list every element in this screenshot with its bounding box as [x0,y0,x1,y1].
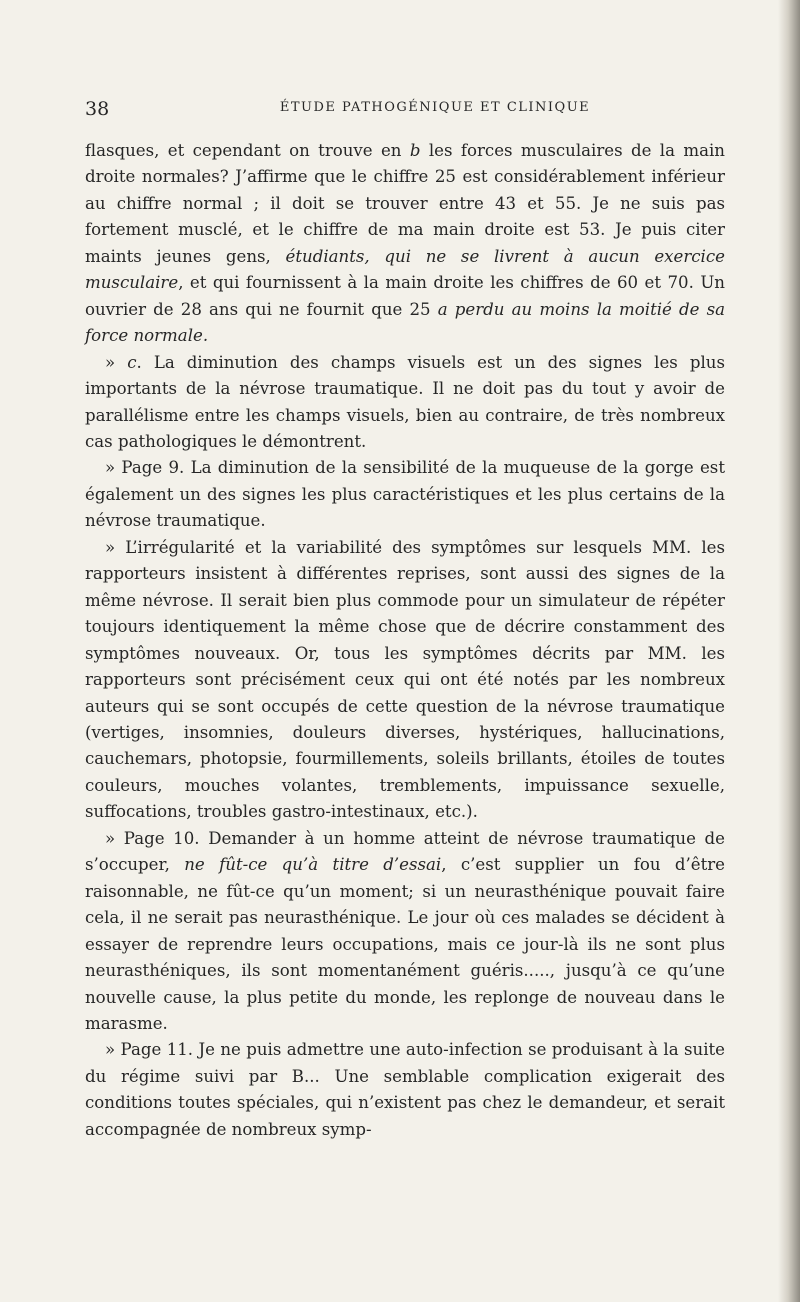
paragraph [85,350,725,456]
text-segment: » Page 10. Demander à un homme atteint de névrose traumatique de s’occuper, [85,828,725,875]
page-number: 38 [85,98,110,120]
paragraph [85,826,725,1038]
text-segment: » [105,352,128,372]
text-segment: » Page 9. La diminution de la sensibilité de la muqueuse de la gorge est également un des signes les plus caractéristiques et les plus certains de la névrose traumatique. [85,458,725,531]
text-segment: , et qui fournissent à la main droite les chiffres de 60 et 70. Un ouvrier de 28 ans qui ne fournit que 25 [85,273,725,319]
running-title: ÉTUDE PATHOGÉNIQUE ET CLINIQUE [279,100,591,115]
text-segment: » Page 11. Je ne puis admettre une auto-infection se produisant à la suite du régime suivi par B... Une semblable complication exigerait des conditions toutes spéciales, qui n’existent pas chez le demandeur, et serait accompagnée de nombreux symp- [85,1040,725,1139]
page-edge-shadow [778,0,800,1302]
italic-text-segment: c [127,352,137,372]
paragraph [85,535,725,826]
italic-text-segment: ne fût-ce qu’à titre d’essai [184,855,442,875]
body-text [85,138,725,1143]
italic-text-segment: b [409,141,421,160]
text-segment: flasques, et cependant on trouve en [85,141,410,160]
text-segment: » L’irrégularité et la variabilité des symptômes sur lesquels MM. les rapporteurs insistent à différentes reprises, sont aussi des signes de la même névrose. Il serait bien plus commode pour un simulateur de répéter toujours identiquement la même chose que de décrire constamment des symptômes nouveaux. Or, tous les symptômes décrits par MM. les rapporteurs sont précisément ceux qui ont été notés par les nombreux auteurs qui se sont occupés de cette question de la névrose traumatique (vertiges, insomnies, douleurs diverses, hystériques, hallucinations, cauchemars, photopsie, fourmillements, soleils brillants, étoiles de toutes couleurs, mouches volantes, tremblements, impuissance sexuelle, suffocations, troubles gastro-intestinaux, etc.). [85,537,725,822]
paragraph [85,138,725,350]
text-segment: les forces musculaires de la main droite normales? J’affirme que le chiffre 25 est considérablement inférieur au chiffre normal ; il doit se trouver entre 43 et 55. Je ne suis pas fortement musclé, et le chiffre de ma main droite est 53. Je puis citer maints jeunes gens, [85,141,725,266]
page-header [85,98,725,122]
paragraph [85,1037,725,1143]
text-segment: , c’est supplier un fou d’être raisonnable, ne fût-ce qu’un moment; si un neurasthénique pouvait faire cela, il ne serait pas neurasthénique. Le jour où ces malades se décident à essayer de reprendre leurs occupations, mais ce jour-là ils ne sont plus neurasthéniques, ils sont momentanément guéris....., jusqu’à ce qu’une nouvelle cause, la plus petite du monde, les replonge de nouveau dans le marasme. [85,855,726,1033]
italic-text-segment: a perdu au moins la moitié de sa force normale. [85,299,726,346]
paragraph [85,455,725,534]
text-segment: . La diminution des champs visuels est un des signes les plus importants de la névrose traumatique. Il ne doit pas du tout y avoir de parallélisme entre les champs visuels, bien au contraire, de très nombreux cas pathologiques le démontrent. [85,352,725,451]
italic-text-segment: étudiants, qui ne se livrent à aucun exercice musculaire [85,246,725,293]
